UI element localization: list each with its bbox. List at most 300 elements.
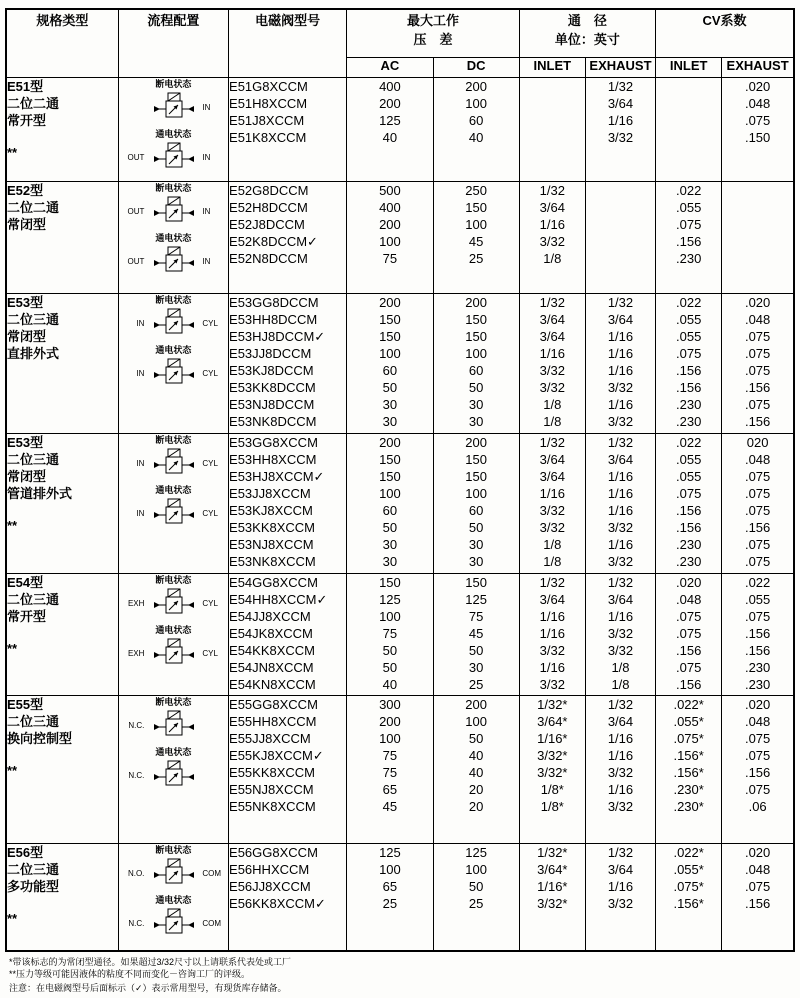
cv-inlet-cell xyxy=(656,573,722,695)
spec-type-text: 常闭型 xyxy=(7,468,47,484)
ac-value: 50 xyxy=(382,379,398,395)
valve-symbol-row xyxy=(119,708,228,744)
header-max-pressure-line1: 最大工作 xyxy=(407,13,460,28)
dc-cell xyxy=(433,695,519,843)
model-cell xyxy=(229,181,347,293)
cv-inlet-value: .022* xyxy=(673,696,704,712)
ac-value: 200 xyxy=(379,216,401,232)
spec-group-row xyxy=(6,293,794,433)
exhaust-cell xyxy=(585,695,655,843)
valve-diagram xyxy=(119,78,228,126)
exhaust-value: 3/32 xyxy=(607,625,634,641)
cv-inlet-value: .156 xyxy=(676,233,702,249)
ac-value: 400 xyxy=(379,78,401,94)
model-value: E55KJ8XCCM✓ xyxy=(229,747,324,763)
spec-type-text: E51型 xyxy=(7,78,44,94)
dc-value: 150 xyxy=(465,574,487,590)
model-value: E51J8XCCM xyxy=(229,112,305,128)
dc-value: 200 xyxy=(465,78,487,94)
model-value: E52G8DCCM xyxy=(229,182,309,198)
cv-inlet-value xyxy=(656,95,721,112)
port-label-right: CYL xyxy=(202,369,218,378)
header-inlet: INLET xyxy=(519,57,585,77)
spec-type-text: 二位三通 xyxy=(7,861,60,877)
ac-cell xyxy=(347,181,433,293)
cv-inlet-value: .055* xyxy=(673,713,704,729)
model-value: E52H8DCCM xyxy=(229,199,308,215)
exhaust-value: 1/16 xyxy=(607,536,634,552)
cv-inlet-value: .055 xyxy=(676,199,702,215)
port-label-left: IN xyxy=(136,369,145,378)
model-value: E53HJ8DCCM✓ xyxy=(229,328,326,344)
model-value: E55NK8XCCM xyxy=(229,798,316,814)
exhaust-cell xyxy=(585,843,655,951)
header-port-line1: 通 径 xyxy=(567,13,607,28)
model-value: E54KN8XCCM xyxy=(229,676,316,692)
dc-value: 30 xyxy=(468,659,484,675)
inlet-value: 1/16 xyxy=(539,625,565,641)
inlet-cell xyxy=(519,293,585,433)
model-value: E54JN8XCCM xyxy=(229,659,314,675)
cv-inlet-value: .022 xyxy=(676,434,702,450)
cv-inlet-value: .230 xyxy=(676,536,702,552)
model-value: E56KK8XCCM✓ xyxy=(229,895,326,911)
cv-inlet-value: .075 xyxy=(676,216,702,232)
exhaust-value: 3/32 xyxy=(607,413,634,429)
inlet-value: 1/16* xyxy=(537,878,568,894)
dc-value: 25 xyxy=(468,676,484,692)
model-value: E56GG8XCCM xyxy=(229,844,318,860)
port-label-right: IN xyxy=(202,103,211,112)
diagram-state-label: 通电状态 xyxy=(155,484,192,495)
exhaust-value: 3/32 xyxy=(607,895,634,911)
exhaust-value: 1/8 xyxy=(611,659,630,675)
spec-type-text: 二位二通 xyxy=(7,199,60,215)
spec-group-row xyxy=(6,77,794,181)
dc-value: 30 xyxy=(468,396,484,412)
inlet-value: 3/32 xyxy=(539,362,565,378)
dc-value: 30 xyxy=(468,536,484,552)
spec-type-text: 二位三通 xyxy=(7,451,60,467)
cv-inlet-cell xyxy=(656,433,722,573)
cv-inlet-value: .156 xyxy=(676,519,702,535)
valve-diagram xyxy=(119,344,228,392)
ac-cell xyxy=(347,695,433,843)
cv-exhaust-value: .075 xyxy=(744,328,771,344)
exhaust-value xyxy=(586,199,655,216)
inlet-value: 1/32 xyxy=(539,182,565,198)
inlet-value: 3/64 xyxy=(539,199,565,215)
dc-value: 20 xyxy=(468,798,484,814)
exhaust-value: 1/16 xyxy=(607,468,634,484)
dc-value: 50 xyxy=(468,519,484,535)
valve-symbol-row xyxy=(119,496,228,532)
spec-type-cell xyxy=(6,181,118,293)
ac-value: 40 xyxy=(382,129,398,145)
exhaust-cell xyxy=(585,293,655,433)
spec-type-text: E53型 xyxy=(7,434,44,450)
ac-cell xyxy=(347,293,433,433)
spec-group-row xyxy=(6,181,794,293)
exhaust-value: 1/32 xyxy=(607,844,634,860)
port-label-left: N.O. xyxy=(127,869,145,878)
spec-type-text: E55型 xyxy=(7,696,44,712)
diagram-state-label: 断电状态 xyxy=(155,78,192,89)
cv-inlet-value: .230* xyxy=(673,798,704,814)
cv-inlet-value: .230 xyxy=(676,250,702,266)
inlet-value: 1/8 xyxy=(543,536,562,552)
exhaust-value: 1/32 xyxy=(607,294,634,310)
valve-diagram xyxy=(119,434,228,482)
exhaust-value: 3/32 xyxy=(607,764,634,780)
diagram-state-label: 断电状态 xyxy=(155,574,192,585)
ac-value: 50 xyxy=(382,519,398,535)
dc-cell xyxy=(433,433,519,573)
dc-cell xyxy=(433,843,519,951)
port-label-right: CYL xyxy=(202,599,218,608)
ac-value: 30 xyxy=(382,396,398,412)
exhaust-cell xyxy=(585,573,655,695)
cv-exhaust-value: .075 xyxy=(744,553,771,569)
cv-exhaust-value xyxy=(722,216,793,233)
model-value: E54KK8XCCM xyxy=(229,642,316,658)
ac-value: 40 xyxy=(382,676,398,692)
valve-diagram xyxy=(119,894,228,942)
ac-cell xyxy=(347,843,433,951)
model-value: E55HH8XCCM xyxy=(229,713,317,729)
cv-inlet-cell xyxy=(656,293,722,433)
valve-symbol-row xyxy=(119,446,228,482)
cv-exhaust-value xyxy=(722,182,793,199)
spec-type-text: 换向控制型 xyxy=(7,730,73,746)
exhaust-value: 1/32 xyxy=(607,434,634,450)
inlet-value: 3/32 xyxy=(539,676,565,692)
port-label-left: N.C. xyxy=(128,919,145,928)
cv-exhaust-value: .075 xyxy=(744,112,771,128)
ac-cell xyxy=(347,573,433,695)
ac-value: 65 xyxy=(382,781,398,797)
header-cv-exhaust: EXHAUST xyxy=(722,57,794,77)
ac-value: 500 xyxy=(379,182,401,198)
diagram-state-label: 通电状态 xyxy=(155,894,192,905)
cv-inlet-cell xyxy=(656,77,722,181)
cv-exhaust-value xyxy=(722,250,793,267)
ac-value: 400 xyxy=(379,199,401,215)
model-value: E51H8XCCM xyxy=(229,95,308,111)
spec-type-text: E56型 xyxy=(7,844,44,860)
ac-value: 50 xyxy=(382,642,398,658)
diagram-state-label: 断电状态 xyxy=(155,696,192,707)
exhaust-value: 1/16 xyxy=(607,730,634,746)
cv-exhaust-value: .06 xyxy=(748,798,767,814)
exhaust-value: 1/16 xyxy=(607,112,634,128)
ac-value: 100 xyxy=(379,485,401,501)
dc-value: 200 xyxy=(465,294,487,310)
model-value: E53GG8XCCM xyxy=(229,434,318,450)
spec-type-text: 常开型 xyxy=(7,112,47,128)
diagram-state-label: 通电状态 xyxy=(155,746,192,757)
spec-type-text: 管道排外式 xyxy=(7,485,73,501)
dc-value: 150 xyxy=(465,199,487,215)
model-value: E53HH8XCCM xyxy=(229,451,317,467)
model-value: E53KK8DCCM xyxy=(229,379,316,395)
inlet-value: 3/32 xyxy=(539,519,565,535)
inlet-value xyxy=(520,112,585,129)
spec-type-text: E52型 xyxy=(7,182,44,198)
spec-type-text: 二位三通 xyxy=(7,311,60,327)
cv-inlet-value: .156 xyxy=(676,502,702,518)
dc-value: 75 xyxy=(468,608,484,624)
model-value: E53HJ8XCCM✓ xyxy=(229,468,325,484)
port-label-right: IN xyxy=(202,207,211,216)
dc-value: 40 xyxy=(468,764,484,780)
spec-type-text: E53型 xyxy=(7,294,44,310)
dc-value: 200 xyxy=(465,434,487,450)
cv-exhaust-value: .020 xyxy=(744,294,771,310)
valve-symbol-icon xyxy=(145,195,201,229)
dc-value: 50 xyxy=(468,878,484,894)
spec-type-cell xyxy=(6,293,118,433)
dc-value: 40 xyxy=(468,129,484,145)
port-label-left: EXH xyxy=(127,599,145,608)
inlet-value: 1/16 xyxy=(539,345,565,361)
exhaust-value: 1/16 xyxy=(607,362,634,378)
valve-symbol-row xyxy=(119,244,228,280)
ac-value: 200 xyxy=(379,294,401,310)
inlet-value: 1/16* xyxy=(537,730,568,746)
inlet-value: 1/32* xyxy=(537,844,568,860)
ac-value: 200 xyxy=(379,713,401,729)
ac-value: 100 xyxy=(379,730,401,746)
inlet-value: 1/8 xyxy=(543,413,562,429)
flow-config-cell xyxy=(118,181,228,293)
ac-value: 300 xyxy=(379,696,401,712)
cv-exhaust-value: .075 xyxy=(744,536,771,552)
dc-value: 45 xyxy=(468,233,484,249)
spec-type-text: 常开型 xyxy=(7,608,47,624)
cv-exhaust-value: .020 xyxy=(744,78,771,94)
cv-exhaust-cell xyxy=(722,77,794,181)
header-cv: CV系数 xyxy=(656,9,794,57)
valve-symbol-icon xyxy=(145,357,201,391)
valve-diagram xyxy=(119,624,228,672)
ac-value: 75 xyxy=(382,764,398,780)
port-label-right: COM xyxy=(202,869,222,878)
port-label-left: OUT xyxy=(127,257,145,266)
cv-exhaust-value: .230 xyxy=(744,676,771,692)
ac-value: 150 xyxy=(379,311,401,327)
port-label-right: IN xyxy=(202,153,211,162)
cv-exhaust-value: .156 xyxy=(744,764,771,780)
diagram-state-label: 通电状态 xyxy=(155,128,192,139)
exhaust-value: 1/16 xyxy=(607,328,634,344)
footnote-marker: ** xyxy=(7,640,18,656)
cv-exhaust-value: .048 xyxy=(744,861,771,877)
dc-value: 25 xyxy=(468,895,484,911)
ac-value: 60 xyxy=(382,502,398,518)
model-value: E53NK8DCCM xyxy=(229,413,317,429)
ac-value: 150 xyxy=(379,468,401,484)
port-label-right: CYL xyxy=(202,459,218,468)
valve-symbol-icon xyxy=(145,587,201,621)
header-model: 电磁阀型号 xyxy=(229,9,347,77)
inlet-value xyxy=(520,129,585,146)
model-value: E53GG8DCCM xyxy=(229,294,319,310)
cv-exhaust-value: .075 xyxy=(744,878,771,894)
cv-exhaust-value: .075 xyxy=(744,396,771,412)
spec-group-row xyxy=(6,843,794,951)
port-label-left: IN xyxy=(136,459,145,468)
cv-exhaust-value: .156 xyxy=(744,625,771,641)
cv-exhaust-value: .075 xyxy=(744,730,771,746)
inlet-cell xyxy=(519,695,585,843)
inlet-value: 1/16 xyxy=(539,216,565,232)
exhaust-value: 1/16 xyxy=(607,781,634,797)
dc-value: 30 xyxy=(468,553,484,569)
cv-inlet-value: .022 xyxy=(676,294,702,310)
dc-value: 100 xyxy=(465,713,487,729)
cv-inlet-value: .055 xyxy=(676,468,702,484)
header-port-size xyxy=(519,9,655,57)
diagram-state-label: 断电状态 xyxy=(155,294,192,305)
cv-inlet-value: .055 xyxy=(676,451,702,467)
valve-diagram xyxy=(119,746,228,794)
cv-inlet-value xyxy=(656,78,721,95)
cv-exhaust-cell xyxy=(722,695,794,843)
dc-value: 60 xyxy=(468,502,484,518)
cv-inlet-value: .156 xyxy=(676,379,702,395)
valve-diagram xyxy=(119,696,228,744)
spec-table-body xyxy=(6,77,794,951)
cv-inlet-value: .020 xyxy=(676,574,702,590)
model-value: E51K8XCCM xyxy=(229,129,307,145)
cv-exhaust-value: .048 xyxy=(744,451,771,467)
dc-value: 150 xyxy=(465,451,487,467)
cv-exhaust-value: .075 xyxy=(744,747,771,763)
dc-value: 40 xyxy=(468,747,484,763)
dc-value: 30 xyxy=(468,413,484,429)
ac-value: 125 xyxy=(379,591,401,607)
exhaust-value: 3/32 xyxy=(607,642,634,658)
spec-type-text: 常闭型 xyxy=(7,328,47,344)
exhaust-value: 1/8 xyxy=(611,676,630,692)
port-label-left: EXH xyxy=(127,649,145,658)
valve-diagram xyxy=(119,574,228,622)
ac-value: 150 xyxy=(379,328,401,344)
model-cell xyxy=(229,695,347,843)
inlet-value: 3/64 xyxy=(539,591,565,607)
valve-symbol-icon xyxy=(145,497,201,531)
exhaust-value: 1/16 xyxy=(607,878,634,894)
dc-value: 100 xyxy=(465,861,487,877)
cv-exhaust-value: .156 xyxy=(744,642,771,658)
dc-value: 125 xyxy=(465,591,487,607)
ac-value: 200 xyxy=(379,95,401,111)
inlet-value: 1/16 xyxy=(539,659,565,675)
exhaust-value: 1/16 xyxy=(607,485,634,501)
valve-symbol-row xyxy=(119,306,228,342)
cv-exhaust-value: .075 xyxy=(744,468,771,484)
exhaust-value: 3/32 xyxy=(607,519,634,535)
diagram-state-label: 断电状态 xyxy=(155,844,192,855)
inlet-value: 3/64 xyxy=(539,328,565,344)
cv-inlet-value xyxy=(656,112,721,129)
cv-exhaust-value: .150 xyxy=(744,129,771,145)
model-value: E53JJ8DCCM xyxy=(229,345,312,361)
spec-group-row xyxy=(6,695,794,843)
valve-diagram xyxy=(119,182,228,230)
model-cell xyxy=(229,293,347,433)
inlet-value: 3/64* xyxy=(537,861,568,877)
spec-type-cell xyxy=(6,573,118,695)
cv-exhaust-value: .048 xyxy=(744,95,771,111)
inlet-cell xyxy=(519,433,585,573)
model-value: E55NJ8XCCM xyxy=(229,781,314,797)
ac-value: 45 xyxy=(382,798,398,814)
port-label-left: OUT xyxy=(127,207,145,216)
exhaust-value: 3/32 xyxy=(607,379,634,395)
cv-inlet-value: .075 xyxy=(676,659,702,675)
dc-value: 60 xyxy=(468,112,484,128)
valve-diagram xyxy=(119,844,228,892)
cv-inlet-value: .230 xyxy=(676,396,702,412)
valve-symbol-icon xyxy=(145,637,201,671)
inlet-value: 1/32* xyxy=(537,696,568,712)
cv-exhaust-value: .156 xyxy=(744,519,771,535)
cv-inlet-value: .156 xyxy=(676,642,702,658)
spec-type-cell xyxy=(6,77,118,181)
header-flow-config: 流程配置 xyxy=(118,9,228,77)
cv-inlet-value: .156 xyxy=(676,676,702,692)
model-value: E54HH8XCCM✓ xyxy=(229,591,328,607)
cv-exhaust-value xyxy=(722,233,793,250)
port-label-right: CYL xyxy=(202,649,218,658)
valve-symbol-icon xyxy=(145,91,201,125)
cv-exhaust-value: .156 xyxy=(744,895,771,911)
cv-exhaust-cell xyxy=(722,293,794,433)
exhaust-value: 1/16 xyxy=(607,747,634,763)
diagram-state-label: 断电状态 xyxy=(155,434,192,445)
valve-symbol-icon xyxy=(145,447,201,481)
flow-config-cell xyxy=(118,843,228,951)
cv-exhaust-value: .075 xyxy=(744,608,771,624)
exhaust-value: 1/16 xyxy=(607,608,634,624)
footnote-marker: ** xyxy=(7,517,18,533)
spec-type-cell xyxy=(6,433,118,573)
ac-value: 50 xyxy=(382,659,398,675)
cv-exhaust-value: .075 xyxy=(744,362,771,378)
footnote-pressure-rating: **压力等级可能因液体的粘度不同而变化－咨询工厂的评级。 xyxy=(9,968,251,979)
dc-value: 60 xyxy=(468,362,484,378)
exhaust-value: 1/16 xyxy=(607,345,634,361)
cv-inlet-value: .055 xyxy=(676,328,702,344)
exhaust-value: 3/64 xyxy=(607,311,634,327)
model-value: E56HHXCCM xyxy=(229,861,310,877)
flow-config-cell xyxy=(118,293,228,433)
diagram-state-label: 通电状态 xyxy=(155,344,192,355)
dc-cell xyxy=(433,77,519,181)
exhaust-value: 1/32 xyxy=(607,696,634,712)
dc-value: 150 xyxy=(465,311,487,327)
header-max-pressure xyxy=(347,9,519,57)
valve-symbol-row xyxy=(119,586,228,622)
inlet-value: 3/64 xyxy=(539,311,565,327)
cv-inlet-value: .156 xyxy=(676,362,702,378)
cv-exhaust-value: .020 xyxy=(744,696,771,712)
exhaust-value: 1/32 xyxy=(607,78,634,94)
port-label-left: IN xyxy=(136,319,145,328)
valve-symbol-row xyxy=(119,140,228,176)
